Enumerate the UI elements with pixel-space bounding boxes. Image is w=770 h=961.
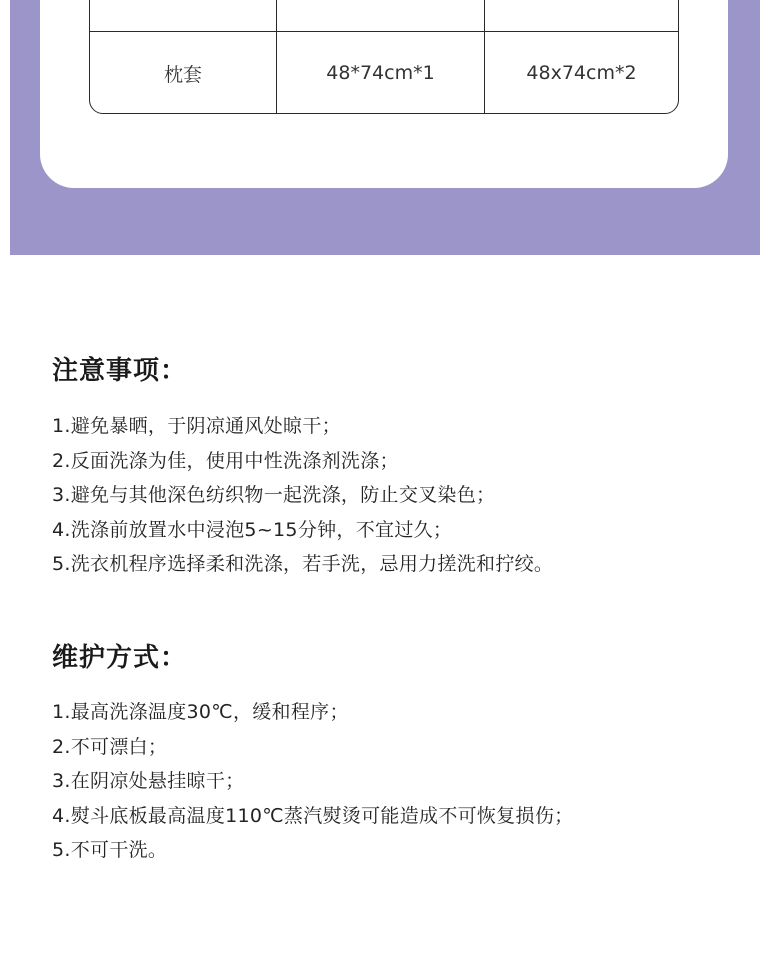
maintenance-item: 4.熨斗底板最高温度110℃蒸汽熨烫可能造成不可恢复损伤； [52,804,574,827]
care-note-item: 5.洗衣机程序选择柔和洗涤，若手洗，忌用力搓洗和拧绞。 [52,553,554,575]
maintenance-item: 1.最高洗涤温度30℃，缓和程序； [52,701,349,723]
care-note-item: 2.反面洗涤为佳，使用中性洗涤剂洗涤； [52,449,399,472]
table-row [90,32,678,114]
care-note-item: 1.避免暴晒，于阴凉通风处晾干； [52,415,341,437]
table-cell-size-b: 48x74cm*2 [526,62,637,84]
maintenance-item: 3.在阴凉处悬挂晾干； [52,770,245,792]
table-cell-item: 枕套 [90,32,277,114]
care-note-item: 4.洗涤前放置水中浸泡5~15分钟，不宜过久； [52,518,453,541]
table-row [90,0,678,32]
size-table [89,0,679,114]
table-cell-item [90,0,277,31]
care-notes-title: 注意事项： [52,356,188,386]
table-cell-size-b [485,0,678,31]
care-notes-list [52,414,553,587]
maintenance-item: 2.不可漂白； [52,735,168,758]
care-note-item: 3.避免与其他深色纺织物一起洗涤，防止交叉染色； [52,484,496,506]
maintenance-title: 维护方式： [52,643,188,673]
maintenance-item: 5.不可干洗。 [52,839,168,861]
table-cell-size-a [277,0,485,31]
maintenance-list [52,700,573,873]
table-cell-size-a: 48*74cm*1 [277,32,485,114]
